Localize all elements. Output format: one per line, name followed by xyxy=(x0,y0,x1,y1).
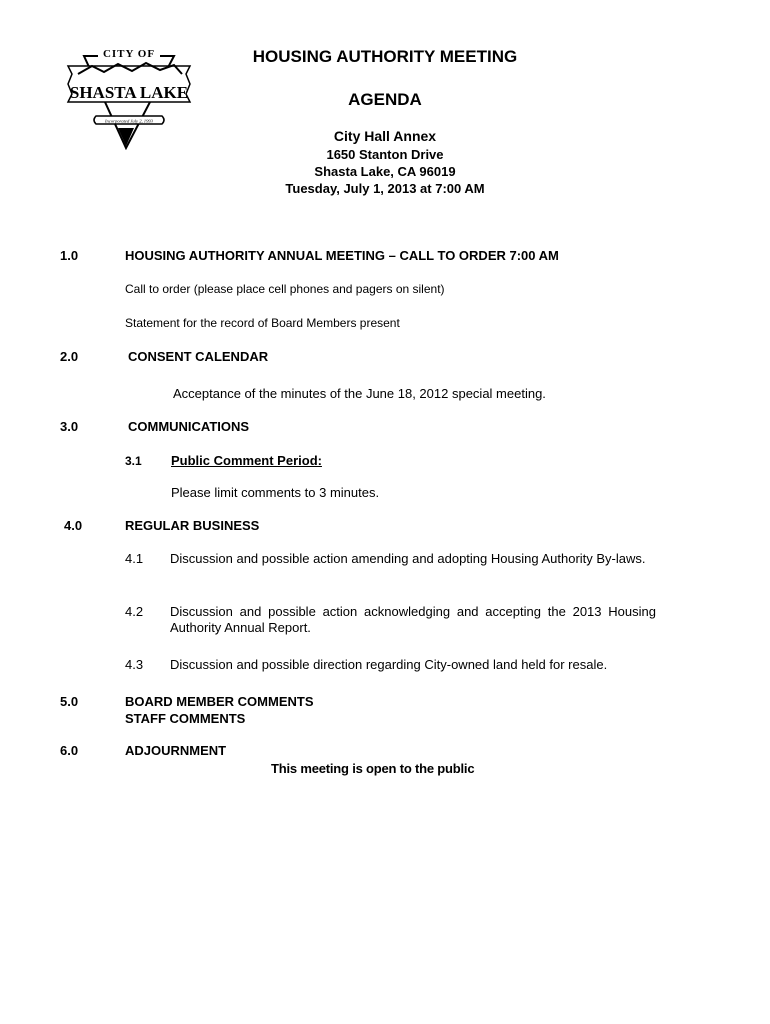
call-to-order-text: Call to order (please place cell phones and pagers on silent) xyxy=(125,282,445,296)
board-comments-heading: BOARD MEMBER COMMENTS xyxy=(125,694,314,709)
agenda-item-4-1: Discussion and possible action amending and adopting Housing Authority By-laws. xyxy=(170,551,646,566)
item-number-4-2: 4.2 xyxy=(125,604,144,619)
section-title-2: CONSENT CALENDAR xyxy=(128,349,269,364)
section-number-1: 1.0 xyxy=(60,248,79,263)
public-notice: This meeting is open to the public xyxy=(271,761,475,776)
section-number-4: 4.0 xyxy=(64,518,83,533)
item-number-4-1: 4.1 xyxy=(125,551,144,566)
section-number-2: 2.0 xyxy=(60,349,79,364)
page-title: HOUSING AUTHORITY MEETING xyxy=(252,47,518,66)
venue-name: City Hall Annex xyxy=(333,128,437,144)
staff-comments-heading: STAFF COMMENTS xyxy=(125,711,246,726)
logo-top-text: CITY OF xyxy=(102,48,156,60)
section-number-6: 6.0 xyxy=(60,743,79,758)
section-number-3: 3.0 xyxy=(60,419,79,434)
logo-main-text: SHASTA LAKE xyxy=(69,83,189,102)
address-line-1: 1650 Stanton Drive xyxy=(326,147,444,162)
agenda-item-4-3: Discussion and possible direction regarding City-owned land held for resale. xyxy=(170,657,608,672)
address-line-2: Shasta Lake, CA 96019 xyxy=(314,164,456,179)
meeting-datetime: Tuesday, July 1, 2013 at 7:00 AM xyxy=(285,181,485,196)
section-title-3: COMMUNICATIONS xyxy=(128,419,250,434)
section-number-5: 5.0 xyxy=(60,694,79,709)
public-comment-text: Please limit comments to 3 minutes. xyxy=(171,485,380,500)
logo-bottom-text: Incorporated July 2, 1993 xyxy=(105,118,153,124)
section-title-6: ADJOURNMENT xyxy=(125,743,227,758)
item-number-4-3: 4.3 xyxy=(125,657,144,672)
agenda-heading: AGENDA xyxy=(348,90,422,109)
section-title-1: HOUSING AUTHORITY ANNUAL MEETING – CALL TO ORDER 7:00 AM xyxy=(125,248,559,263)
board-members-text: Statement for the record of Board Members present xyxy=(125,316,400,330)
item-number-3-1: 3.1 xyxy=(125,454,142,468)
public-comment-heading: Public Comment Period: xyxy=(171,453,322,468)
consent-item-text: Acceptance of the minutes of the June 18, 2012 special meeting. xyxy=(173,386,546,401)
section-title-4: REGULAR BUSINESS xyxy=(125,518,260,533)
agenda-item-4-2: Discussion and possible action acknowledging and accepting the 2013 Housing Authority Annual Report. xyxy=(170,604,656,635)
